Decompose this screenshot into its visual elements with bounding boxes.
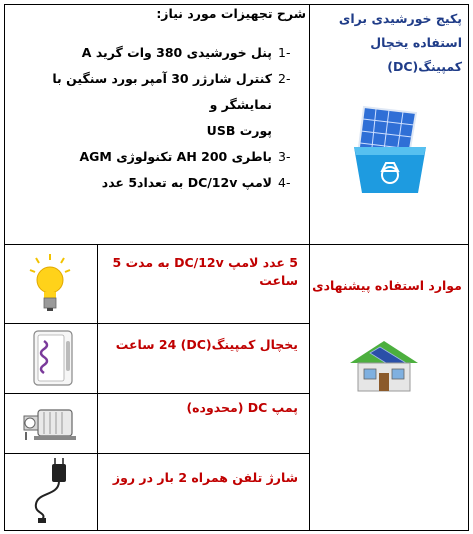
item-text: باطری 200 AH تکنولوژی AGM <box>79 149 272 164</box>
item-number: -1 <box>278 45 291 60</box>
phone-charger-icon <box>8 456 92 526</box>
equipment-item <box>0 170 300 196</box>
solar-package-icon <box>346 103 434 195</box>
table-border-right <box>468 4 469 531</box>
item-text: پنل خورشیدی 380 وات گرید A <box>81 45 272 60</box>
row-divider-usage-2 <box>4 393 310 394</box>
item-text: لامپ DC/12v به تعداد5 عدد <box>101 175 272 190</box>
light-bulb-icon <box>8 252 92 316</box>
package-title <box>320 7 468 79</box>
item-number: -3 <box>278 149 291 164</box>
package-title-line: استفاده یخچال <box>370 35 462 50</box>
equipment-item <box>0 118 300 144</box>
equipment-item <box>0 66 300 118</box>
row-divider-usage-3 <box>4 453 310 454</box>
usage-row-text: پمپ DC (محدوده) <box>186 400 298 415</box>
usage-row-text: یخچال کمپینگ(DC) 24 ساعت <box>115 337 298 352</box>
equipment-item <box>0 144 300 170</box>
usage-row-text: 5 عدد لامپ DC/12v به مدت 5 ساعت <box>112 255 298 288</box>
row-divider-usage-1 <box>4 323 310 324</box>
table-border-top <box>4 4 469 5</box>
equipment-heading: شرح تجهیزات مورد نیاز: <box>156 6 306 21</box>
usage-row-text: شارژ تلفن همراه 2 بار در روز <box>112 470 298 485</box>
usage-heading: موارد استفاده پیشنهادی <box>312 278 462 293</box>
item-number: -2 <box>278 71 291 86</box>
house-solar-icon <box>346 337 422 393</box>
camping-fridge-icon <box>8 327 92 389</box>
table-border-bottom <box>4 530 469 531</box>
column-divider-usage <box>97 244 98 531</box>
item-text: پورت USB <box>206 123 272 138</box>
item-number: -4 <box>278 175 291 190</box>
equipment-item <box>0 40 300 66</box>
equipment-list <box>0 40 300 196</box>
row-divider-main <box>4 244 469 245</box>
package-title-line: پکیج خورشیدی برای <box>338 11 462 26</box>
package-title-line: کمپینگ(DC) <box>387 59 462 74</box>
water-pump-icon <box>8 398 92 448</box>
column-divider-main <box>309 4 310 531</box>
item-text: کنترل شارژر 30 آمپر بورد سنگین با نمایشگر و <box>52 71 272 112</box>
